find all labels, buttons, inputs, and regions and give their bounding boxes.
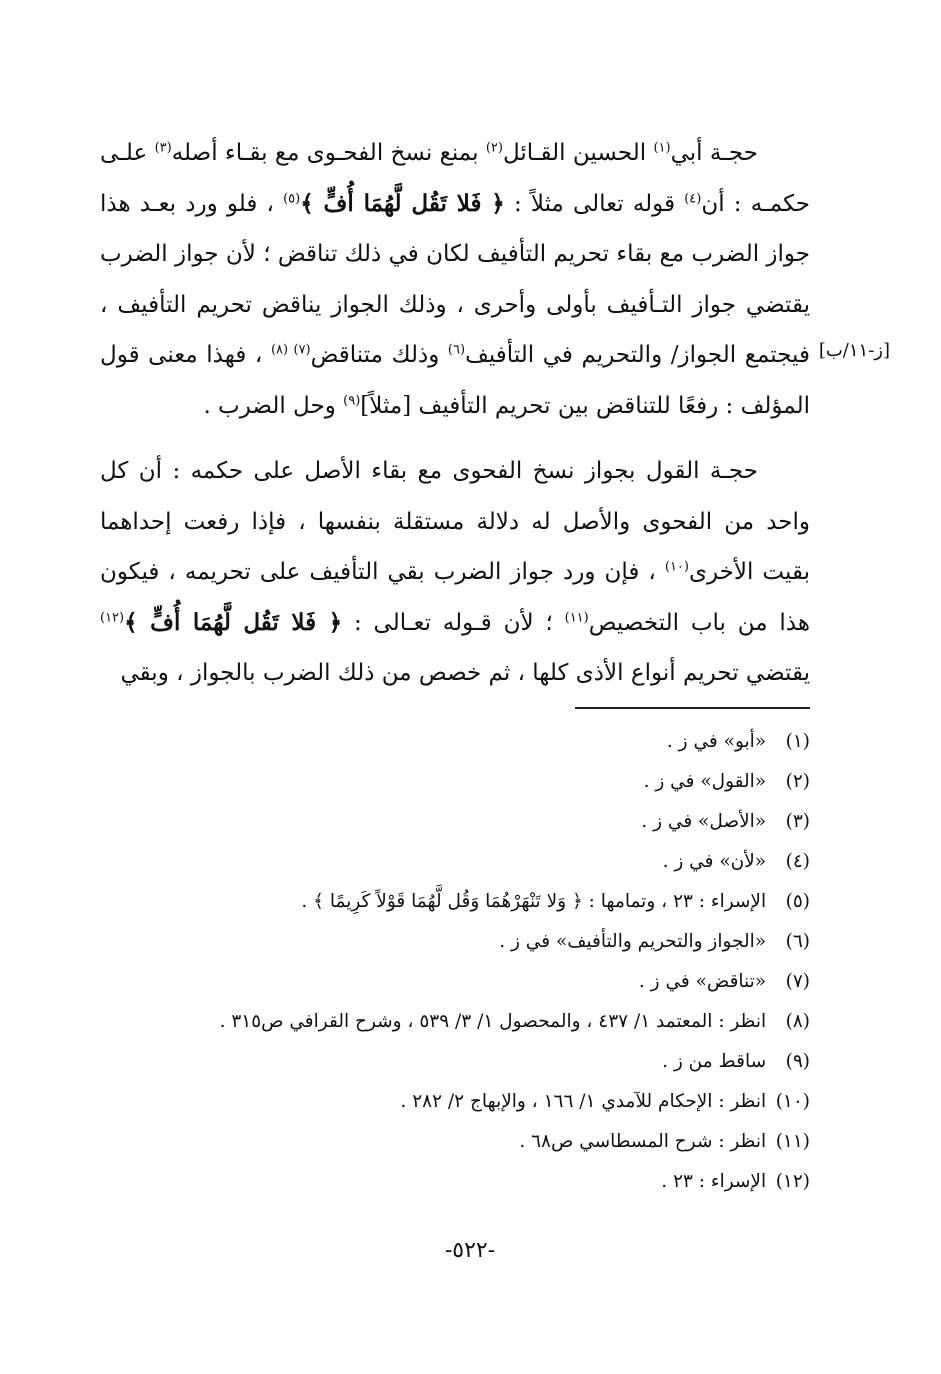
text-run: حجـة أبي (670, 140, 758, 166)
paragraph-1 (100, 128, 810, 431)
text-run: حجـة القول بجواز نسخ الفحوى مع بقاء الأصل على حكمه : أن كل واحد من الفحوى والأصل له دلالة مستقلة بنفسها ، فإذا رفعت إحداهما بقيت الأخرى (100, 458, 810, 585)
footnote-ref: (٤) (684, 190, 702, 206)
footnotes (150, 722, 810, 1202)
footnote-text: انظر : شرح المسطاسي ص٦٨ . (519, 1131, 767, 1152)
main-text (100, 128, 810, 699)
page-number: -٥٢٢- (444, 1238, 496, 1263)
footnote-number: (٧) (785, 971, 810, 992)
footnote-number: (٦) (785, 931, 810, 952)
footnote-number: (٩) (785, 1051, 810, 1072)
footnote-item (150, 882, 810, 922)
footnote-number: (١) (785, 731, 810, 752)
footnote-ref: (٣) (154, 140, 172, 156)
quran-quote: ﴿ فَلا تَقُل لَّهُمَا أُفٍّ ﴾ (300, 189, 505, 217)
paragraph-2 (100, 446, 810, 699)
footnote-text: «لأن» في ز . (662, 851, 767, 872)
footnote-ref: (٧) (293, 342, 311, 358)
manuscript-folio-marker: [ز-١١/ب] (818, 340, 890, 361)
footnote-text: انظر : الإحكام للآمدي ١/ ١٦٦ ، والإبهاج ٢/ ٢٨٢ . (400, 1091, 767, 1112)
footnote-text: انظر : المعتمد ١/ ٤٣٧ ، والمحصول ١/ ٣/ ٥٣٩ ، وشرح القرافي ص٣١٥ . (219, 1011, 767, 1032)
text-run: الحسين القـائل (502, 140, 654, 166)
footnote-ref: (١١) (564, 609, 589, 625)
footnote-separator (575, 707, 810, 709)
footnote-number: (٢) (785, 771, 810, 792)
footnote-ref: (١) (653, 140, 671, 156)
quran-quote: ﴿ فَلا تَقُل لَّهُمَا أُفٍّ ﴾ (124, 608, 343, 636)
text-run: وحل الضرب . (203, 392, 344, 419)
footnote-item (150, 722, 810, 762)
footnote-text: «القول» في ز . (643, 771, 767, 792)
footnote-item (150, 762, 810, 802)
text-run: يقتضي تحريم أنواع الأذى كلها ، ثم خصص من ذلك الضرب بالجواز ، وبقي (120, 660, 810, 686)
footnote-ref: (٩) (343, 392, 361, 408)
footnote-item (150, 1162, 810, 1202)
footnote-number: (٨) (785, 1011, 810, 1032)
footnote-item (150, 1122, 810, 1162)
footnote-ref: (٥) (283, 190, 301, 206)
footnote-text: الإسراء : ٢٣ ، وتمامها : ﴿ وَلا تَنْهَرْهُمَا وَقُل لَّهُمَا قَوْلاً كَرِيمًا ﴾ . (301, 891, 767, 912)
footnote-item (150, 842, 810, 882)
text-run: علـى حكمـه : أن (100, 140, 810, 217)
footnote-item (150, 802, 810, 842)
text-run: قوله تعالى مثلاً : (504, 190, 685, 217)
footnote-text: «أبو» في ز . (666, 731, 767, 752)
text-run: بمنع نسخ الفحـوى مع بقـاء أصله (171, 140, 486, 166)
footnote-text: «تناقض» في ز . (638, 971, 767, 992)
footnote-text: الإسراء : ٢٣ . (661, 1171, 767, 1192)
text-run: ، فلو ورد بعـد هذا جواز الضرب مع بقاء تحريم التأفيف لكان في ذلك تناقض ؛ لأن جواز الضرب يقتضي جواز التـأفيف بأولى وأحرى ، وذلك الجواز يناقض تحريم التأفيف ، فيجتمع الجواز/ والتحريم في التأفيف (99, 190, 810, 368)
footnote-item (150, 1002, 810, 1042)
footnote-ref: (١٢) (100, 609, 125, 625)
footnote-number: (١١) (775, 1131, 810, 1152)
text-run: ، فإن ورد جواز الضرب بقي التأفيف على تحريمه ، فيكون هذا من باب التخصيص (100, 559, 811, 636)
footnote-text: ساقط من ز . (662, 1051, 767, 1072)
footnote-number: (١٠) (775, 1091, 810, 1112)
footnote-ref: (٢) (485, 140, 503, 156)
footnote-item (150, 1042, 810, 1082)
footnote-number: (٤) (785, 851, 810, 872)
text-run: ، فهذا معنى قول المؤلف : رفعًا للتناقض بين تحريم التأفيف [مثلاً] (100, 342, 810, 419)
footnote-item (150, 1082, 810, 1122)
text-run: ؛ لأن قـوله تعـالى : (342, 609, 565, 636)
footnote-item (150, 962, 810, 1002)
text-run: وذلك متناقض (310, 342, 448, 368)
footnote-ref: (١٠) (664, 559, 689, 575)
footnote-text: «الأصل» في ز . (641, 811, 767, 832)
footnote-number: (١٢) (775, 1171, 810, 1192)
footnote-ref: (٦) (447, 342, 466, 358)
footnote-number: (٣) (785, 811, 810, 832)
footnote-text: «الجواز والتحريم والتأفيف» في ز . (499, 931, 767, 952)
footnote-ref: (٨) (270, 342, 294, 358)
footnote-item (150, 922, 810, 962)
footnote-number: (٥) (785, 891, 810, 912)
